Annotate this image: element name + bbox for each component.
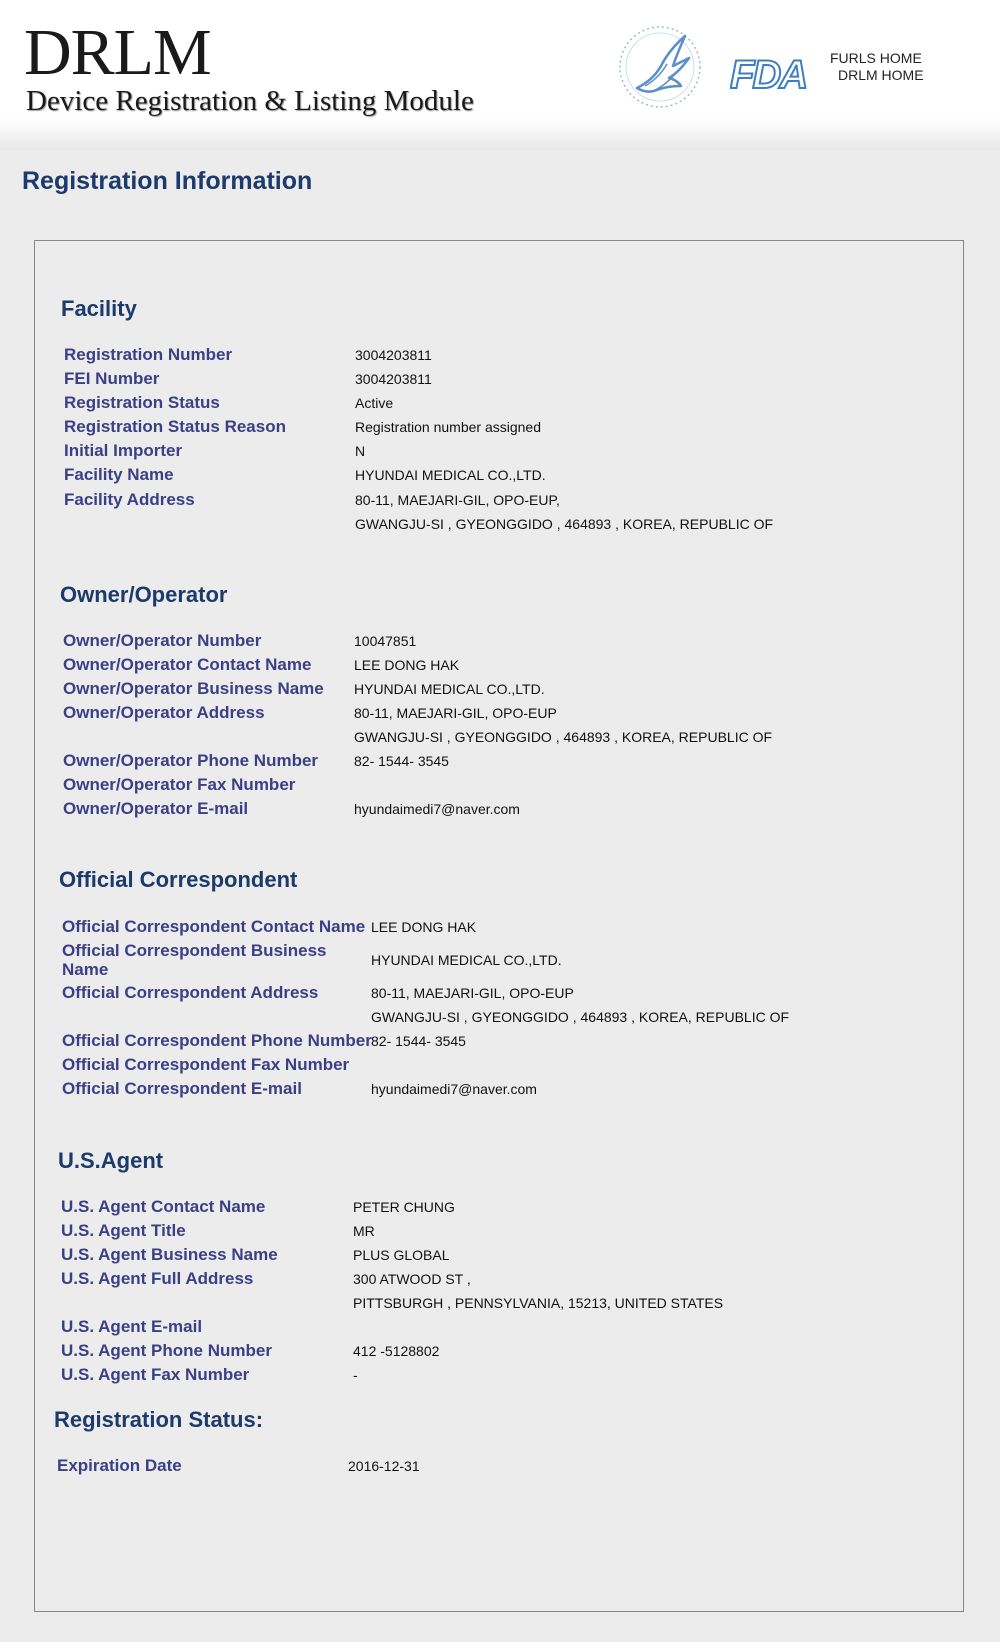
registration-number-value: 3004203811	[355, 347, 432, 363]
owner-operator-business-name-value: HYUNDAI MEDICAL CO.,LTD.	[354, 681, 545, 697]
header-banner	[0, 0, 1000, 150]
us-agent-section-title: U.S.Agent	[58, 1148, 164, 1173]
us-agent-contact-name-label: U.S. Agent Contact Name	[61, 1197, 266, 1216]
owner-operator-number-value: 10047851	[354, 633, 417, 649]
correspondent-fax-label: Official Correspondent Fax Number	[62, 1055, 350, 1074]
facility-name-label: Facility Name	[64, 465, 174, 484]
registration-status-section-title: Registration Status:	[54, 1407, 264, 1432]
owner-operator-email-value: hyundaimedi7@naver.com	[354, 801, 520, 817]
fda-logo-icon	[730, 52, 822, 96]
facility-address-line1: 80-11, MAEJARI-GIL, OPO-EUP,	[355, 492, 560, 508]
correspondent-contact-name-value: LEE DONG HAK	[371, 919, 477, 935]
correspondent-address-line2: GWANGJU-SI , GYEONGGIDO , 464893 , KOREA, REPUBLIC OF	[371, 1009, 790, 1025]
hhs-eagle-seal-icon	[615, 22, 705, 112]
owner-operator-number-label: Owner/Operator Number	[63, 631, 262, 650]
us-agent-business-name-label: U.S. Agent Business Name	[61, 1245, 278, 1264]
drlm-home-link[interactable]: DRLM HOME	[838, 67, 924, 83]
correspondent-contact-name-label: Official Correspondent Contact Name	[62, 917, 366, 936]
fei-number-value: 3004203811	[355, 371, 432, 387]
us-agent-title-value: MR	[353, 1223, 375, 1239]
correspondent-address-label: Official Correspondent Address	[62, 983, 319, 1002]
page-title: Registration Information	[22, 167, 313, 195]
correspondent-email-label: Official Correspondent E-mail	[62, 1079, 302, 1098]
registration-number-label: Registration Number	[64, 345, 233, 364]
owner-operator-fax-label: Owner/Operator Fax Number	[63, 775, 296, 794]
owner-operator-section-title: Owner/Operator	[60, 582, 228, 607]
owner-operator-contact-name-label: Owner/Operator Contact Name	[63, 655, 312, 674]
initial-importer-value: N	[355, 443, 366, 459]
owner-operator-phone-label: Owner/Operator Phone Number	[63, 751, 319, 770]
facility-section-title: Facility	[61, 296, 137, 321]
registration-info-panel	[34, 240, 964, 1612]
owner-operator-email-label: Owner/Operator E-mail	[63, 799, 249, 818]
owner-operator-address-line2: GWANGJU-SI , GYEONGGIDO , 464893 , KOREA, REPUBLIC OF	[354, 729, 773, 745]
registration-status-label: Registration Status	[64, 393, 220, 412]
us-agent-fax-label: U.S. Agent Fax Number	[61, 1365, 250, 1384]
owner-operator-phone-value: 82- 1544- 3545	[354, 753, 449, 769]
owner-operator-address-label: Owner/Operator Address	[63, 703, 265, 722]
facility-name-value: HYUNDAI MEDICAL CO.,LTD.	[355, 467, 546, 483]
us-agent-contact-name-value: PETER CHUNG	[353, 1199, 455, 1215]
svg-text:FDA: FDA	[730, 53, 807, 96]
correspondent-business-name-label-line2: Name	[62, 960, 109, 979]
registration-status-value: Active	[355, 395, 394, 411]
furls-home-link[interactable]: FURLS HOME	[830, 50, 922, 66]
correspondent-phone-value: 82- 1544- 3545	[371, 1033, 466, 1049]
us-agent-phone-label: U.S. Agent Phone Number	[61, 1341, 272, 1360]
us-agent-full-address-line1: 300 ATWOOD ST ,	[353, 1271, 471, 1287]
us-agent-fax-value: -	[353, 1367, 358, 1383]
facility-address-label: Facility Address	[64, 490, 195, 509]
expiration-date-value: 2016-12-31	[348, 1458, 420, 1474]
initial-importer-label: Initial Importer	[64, 441, 183, 460]
us-agent-business-name-value: PLUS GLOBAL	[353, 1247, 450, 1263]
registration-status-reason-value: Registration number assigned	[355, 419, 541, 435]
correspondent-email-value: hyundaimedi7@naver.com	[371, 1081, 537, 1097]
correspondent-phone-label: Official Correspondent Phone Number	[62, 1031, 372, 1050]
correspondent-business-name-value: HYUNDAI MEDICAL CO.,LTD.	[371, 952, 562, 968]
owner-operator-business-name-label: Owner/Operator Business Name	[63, 679, 324, 698]
registration-status-reason-label: Registration Status Reason	[64, 417, 286, 436]
fei-number-label: FEI Number	[64, 369, 160, 388]
facility-address-line2: GWANGJU-SI , GYEONGGIDO , 464893 , KOREA, REPUBLIC OF	[355, 516, 774, 532]
expiration-date-label: Expiration Date	[57, 1456, 182, 1475]
correspondent-address-line1: 80-11, MAEJARI-GIL, OPO-EUP	[371, 985, 574, 1001]
us-agent-email-label: U.S. Agent E-mail	[61, 1317, 203, 1336]
drlm-logo: DRLM	[24, 16, 211, 89]
correspondent-business-name-label-line1: Official Correspondent Business	[62, 941, 327, 960]
us-agent-full-address-line2: PITTSBURGH , PENNSYLVANIA, 15213, UNITED STATES	[353, 1295, 724, 1311]
owner-operator-address-line1: 80-11, MAEJARI-GIL, OPO-EUP	[354, 705, 557, 721]
us-agent-full-address-label: U.S. Agent Full Address	[61, 1269, 254, 1288]
official-correspondent-section-title: Official Correspondent	[59, 867, 298, 892]
us-agent-title-label: U.S. Agent Title	[61, 1221, 186, 1240]
owner-operator-contact-name-value: LEE DONG HAK	[354, 657, 460, 673]
us-agent-phone-value: 412 -5128802	[353, 1343, 440, 1359]
drlm-logo-subtitle: Device Registration & Listing Module	[26, 85, 474, 117]
